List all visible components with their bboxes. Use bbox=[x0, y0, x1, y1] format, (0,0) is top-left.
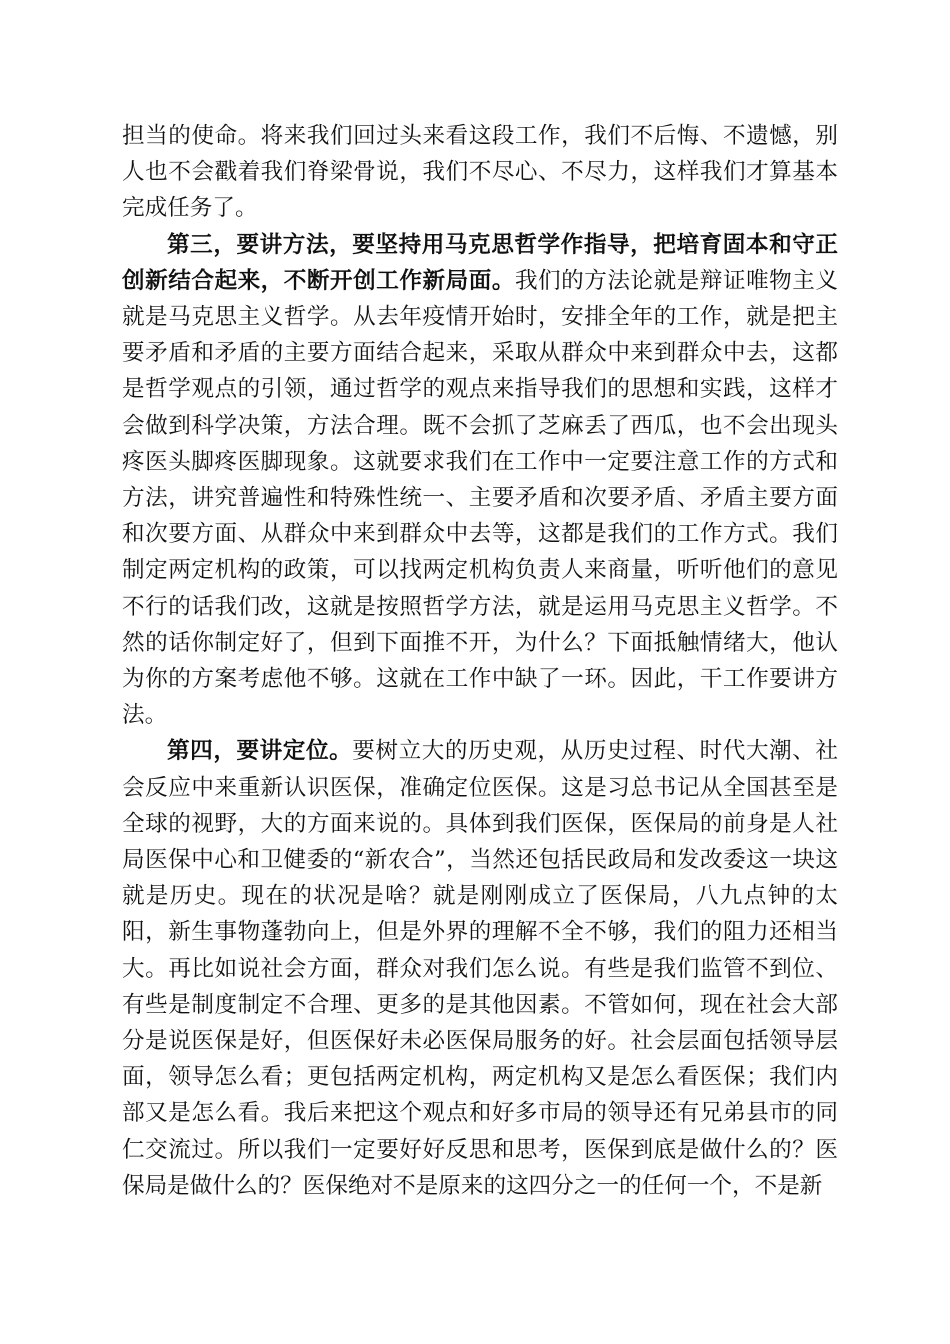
paragraph-heading: 第四，要讲定位。 bbox=[167, 738, 353, 765]
paragraph-continuation bbox=[122, 118, 838, 227]
paragraph-method bbox=[122, 227, 838, 734]
paragraph-heading: 第三，要讲方法，要坚持用马克思哲学作指导，把培育固本和守正创新结合起来，不断开创工作新局面。 bbox=[122, 231, 838, 294]
paragraph-positioning bbox=[122, 733, 838, 1204]
paragraph-body: 我们的方法论就是辩证唯物主义就是马克思主义哲学。从去年疫情开始时，安排全年的工作，就是把主要矛盾和矛盾的主要方面结合起来，采取从群众中来到群众中去，这都是哲学观点的引领，通过哲学的观点来指导我们的思想和实践，这样才会做到科学决策，方法合理。既不会抓了芝麻丢了西瓜，也不会出现头疼医头脚疼医脚现象。这就要求我们在工作中一定要注意工作的方式和方法，讲究普遍性和特殊性统一、主要矛盾和次要矛盾、矛盾主要方面和次要方面、从群众中来到群众中去等，这都是我们的工作方式。我们制定两定机构的政策，可以找两定机构负责人来商量，听听他们的意见不行的话我们改，这就是按照哲学方法，就是运用马克思主义哲学。不然的话你制定好了，但到下面推不开，为什么？下面抵触情绪大，他认为你的方案考虑他不够。这就在工作中缺了一环。因此，干工作要讲方法。 bbox=[122, 267, 839, 729]
paragraph-body: 担当的使命。将来我们回过头来看这段工作，我们不后悔、不遗憾，别人也不会戳着我们脊梁骨说，我们不尽心、不尽力，这样我们才算基本完成任务了。 bbox=[122, 123, 838, 222]
paragraph-body: 要树立大的历史观，从历史过程、时代大潮、社会反应中来重新认识医保，准确定位医保。这是习总书记从全国甚至是全球的视野，大的方面来说的。具体到我们医保，医保局的前身是人社局医保中心和卫健委的“新农合”，当然还包括民政局和发改委这一块这就是历史。现在的状况是啥？就是刚刚成立了医保局，八九点钟的太阳，新生事物蓬勃向上，但是外界的理解不全不够，我们的阻力还相当大。再比如说社会方面，群众对我们怎么说。有些是我们监管不到位、有些是制度制定不合理、更多的是其他因素。不管如何，现在社会大部分是说医保是好，但医保好未必医保局服务的好。社会层面包括领导层面，领导怎么看；更包括两定机构，两定机构又是怎么看医保；我们内部又是怎么看。我后来把这个观点和好多市局的领导还有兄弟县市的同仁交流过。所以我们一定要好好反思和思考，医保到底是做什么的？医保局是做什么的？医保绝对不是原来的这四分之一的任何一个，不是新 bbox=[122, 738, 839, 1199]
document-body bbox=[122, 118, 838, 1204]
